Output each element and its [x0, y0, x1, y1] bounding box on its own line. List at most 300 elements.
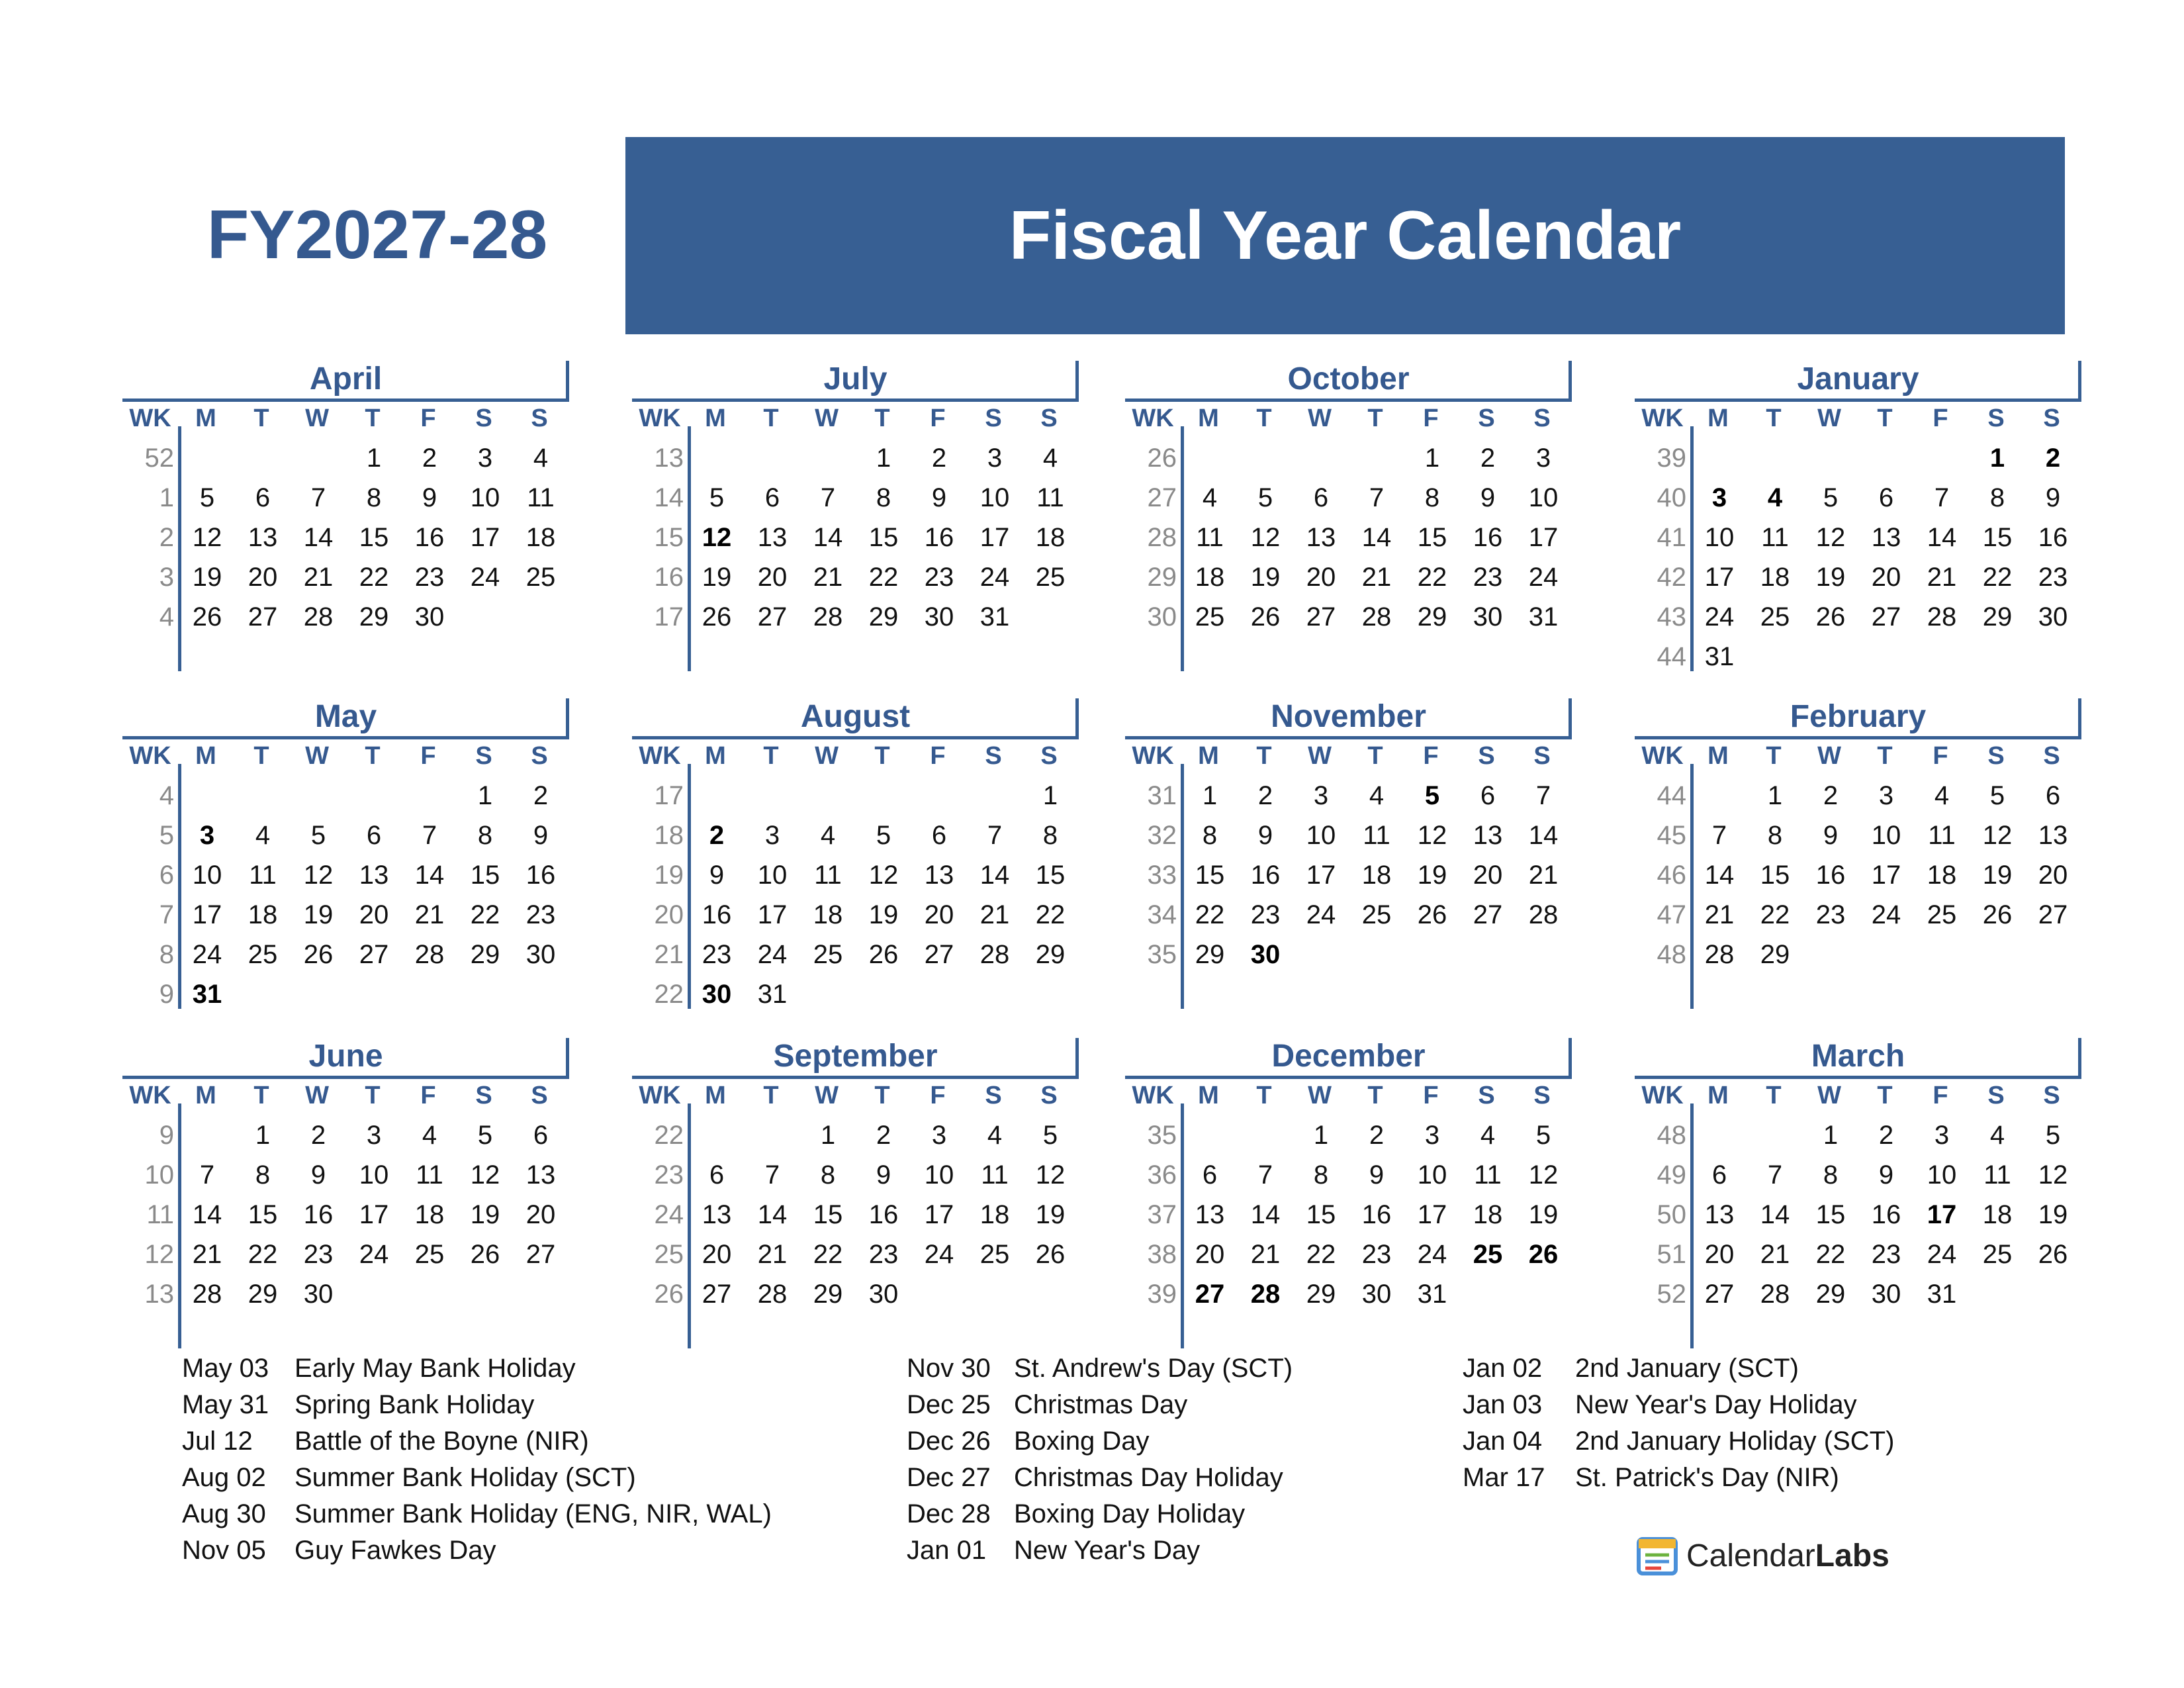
day-cell: 24: [979, 563, 1010, 592]
day-cell: 9: [310, 1160, 326, 1190]
day-cell: [1516, 935, 1571, 974]
holiday-name: Summer Bank Holiday (SCT): [295, 1463, 636, 1492]
day-cell: 12: [1035, 1160, 1066, 1190]
day-cell: 14: [813, 523, 843, 552]
day-cell: 16: [2038, 523, 2068, 552]
weekday-header: T: [1367, 404, 1383, 432]
day-cell: 17: [1704, 563, 1735, 592]
day-cell: 18: [1982, 1200, 2013, 1229]
day-cell: 23: [868, 1240, 899, 1269]
day-cell: 11: [416, 1160, 443, 1190]
day-cell: 13: [1195, 1200, 1225, 1229]
day-cell: 5: [1257, 483, 1273, 512]
weekday-header: S: [2043, 742, 2060, 770]
holiday-name: Battle of the Boyne (NIR): [295, 1427, 589, 1456]
weekday-header: S: [985, 404, 1002, 432]
weekday-header-row: [1125, 736, 1572, 776]
month-title: June: [308, 1039, 383, 1074]
weekday-header: S: [2043, 1082, 2060, 1109]
week-row: [1125, 855, 1572, 895]
day-cell: 21: [979, 900, 1010, 929]
day-cell: 7: [199, 1160, 215, 1190]
day-cell: 19: [868, 900, 899, 929]
day-cell: 11: [527, 483, 555, 512]
weekday-header: W: [1308, 742, 1332, 770]
weekday-header: M: [1198, 742, 1219, 770]
week-row: [122, 974, 569, 1014]
weekday-header: S: [1040, 1082, 1058, 1109]
day-cell: [1803, 935, 1858, 974]
day-cell: 4: [422, 1121, 437, 1150]
day-cell: [1460, 935, 1516, 974]
day-cell: 6: [709, 1160, 725, 1190]
week-row: [122, 855, 569, 895]
day-cell: 8: [1313, 1160, 1329, 1190]
day-cell: 26: [303, 940, 334, 969]
weekday-header: T: [1367, 742, 1383, 770]
day-cell: 23: [303, 1240, 334, 1269]
week-number: 3: [159, 563, 174, 592]
week-row: [632, 1155, 1079, 1195]
week-number: 41: [1657, 523, 1686, 552]
day-cell: 8: [1823, 1160, 1839, 1190]
day-cell: 22: [1760, 900, 1790, 929]
month-january: [1635, 357, 2081, 675]
day-cell: 23: [525, 900, 556, 929]
week-row: [122, 518, 569, 557]
week-row: [1635, 438, 2081, 478]
holiday-date: May 03: [182, 1354, 269, 1383]
weekday-header: M: [195, 404, 216, 432]
holiday-name: New Year's Day Holiday: [1575, 1390, 1857, 1419]
day-cell: 5: [1823, 483, 1839, 512]
day-cell: 21: [757, 1240, 788, 1269]
week-number-header: WK: [1132, 404, 1174, 432]
calendar-labs-logo: [1635, 1532, 1889, 1579]
holiday-day-cell: 1: [1989, 444, 2005, 473]
weekday-header: W: [1817, 404, 1841, 432]
day-cell: [1238, 1115, 1293, 1155]
month-november: [1125, 695, 1572, 1013]
week-row: [1635, 1195, 2081, 1235]
holiday-name: Early May Bank Holiday: [295, 1354, 576, 1383]
month-july: [632, 357, 1079, 675]
holiday-day-cell: 27: [1195, 1280, 1225, 1309]
day-cell: [346, 1274, 402, 1314]
day-cell: 18: [248, 900, 278, 929]
day-cell: 13: [248, 523, 278, 552]
day-cell: 6: [1480, 781, 1496, 810]
day-cell: 14: [1528, 821, 1559, 850]
day-cell: 15: [359, 523, 389, 552]
day-cell: 6: [931, 821, 947, 850]
day-cell: [1293, 438, 1349, 478]
day-cell: 29: [1306, 1280, 1336, 1309]
week-number: 43: [1657, 602, 1686, 632]
week-row: [632, 855, 1079, 895]
week-row: [1125, 895, 1572, 935]
week-row: [632, 597, 1079, 637]
week-number: 22: [654, 980, 684, 1009]
weekday-header: S: [1478, 1082, 1495, 1109]
holiday-day-cell: 3: [199, 821, 215, 850]
day-cell: [402, 1274, 457, 1314]
week-row: [1635, 557, 2081, 597]
month-header: [122, 1035, 569, 1079]
day-cell: 8: [1767, 821, 1783, 850]
day-cell: 18: [525, 523, 556, 552]
weekday-header: W: [1817, 742, 1841, 770]
weekday-header: M: [1707, 742, 1729, 770]
day-cell: 10: [1704, 523, 1735, 552]
day-cell: 24: [924, 1240, 954, 1269]
day-cell: [1970, 1274, 2025, 1314]
day-cell: 12: [1982, 821, 2013, 850]
day-cell: 30: [1361, 1280, 1392, 1309]
week-number: 34: [1147, 900, 1177, 929]
day-cell: 20: [924, 900, 954, 929]
day-cell: 10: [757, 861, 788, 890]
day-cell: 4: [987, 1121, 1003, 1150]
day-cell: 9: [1480, 483, 1496, 512]
day-cell: [689, 1115, 745, 1155]
day-cell: 14: [979, 861, 1010, 890]
day-cell: 29: [1760, 940, 1790, 969]
day-cell: 25: [1760, 602, 1790, 632]
day-cell: 4: [255, 821, 271, 850]
weekday-header: W: [305, 404, 329, 432]
week-number: 7: [159, 900, 174, 929]
day-cell: 5: [310, 821, 326, 850]
day-cell: 5: [2045, 1121, 2061, 1150]
day-cell: 7: [764, 1160, 780, 1190]
day-cell: [402, 776, 457, 816]
week-row: [122, 1155, 569, 1195]
week-number: 14: [654, 483, 684, 512]
week-number: 16: [654, 563, 684, 592]
day-cell: 25: [1982, 1240, 2013, 1269]
month-october: [1125, 357, 1572, 675]
day-cell: 4: [1480, 1121, 1496, 1150]
day-cell: 21: [813, 563, 843, 592]
day-cell: 30: [303, 1280, 334, 1309]
weekday-header: T: [763, 742, 779, 770]
weekday-header: T: [253, 404, 269, 432]
weekday-header: T: [1766, 1082, 1782, 1109]
week-row: [1635, 1235, 2081, 1274]
day-cell: 19: [1035, 1200, 1066, 1229]
day-cell: 4: [820, 821, 836, 850]
day-cell: [2025, 1274, 2081, 1314]
day-cell: 1: [477, 781, 493, 810]
day-cell: [689, 776, 745, 816]
month-title: August: [800, 699, 911, 734]
day-cell: [346, 776, 402, 816]
weekday-header: T: [1877, 742, 1893, 770]
day-cell: 27: [1473, 900, 1503, 929]
calendar-labs-logo-icon: [1635, 1534, 1681, 1577]
week-number: 6: [159, 861, 174, 890]
week-number: 22: [654, 1121, 684, 1150]
day-cell: 12: [2038, 1160, 2068, 1190]
week-number: 46: [1657, 861, 1686, 890]
weekday-header: F: [930, 742, 946, 770]
day-cell: 11: [1036, 483, 1064, 512]
holiday-day-cell: 4: [1767, 483, 1783, 512]
month-header: [632, 357, 1079, 402]
week-row: [122, 438, 569, 478]
week-number: 19: [654, 861, 684, 890]
week-number: 15: [654, 523, 684, 552]
holiday-day-cell: 5: [1424, 781, 1440, 810]
day-cell: [856, 776, 911, 816]
day-cell: 22: [248, 1240, 278, 1269]
weekday-header-row: [122, 399, 569, 438]
day-cell: 6: [764, 483, 780, 512]
day-cell: 13: [702, 1200, 732, 1229]
weekday-header: F: [1423, 1082, 1439, 1109]
month-header: [632, 695, 1079, 739]
day-cell: 20: [1704, 1240, 1735, 1269]
day-cell: [346, 974, 402, 1014]
month-header: [122, 357, 569, 402]
week-row: [1635, 776, 2081, 816]
weekday-header: T: [763, 1082, 779, 1109]
weekday-header: F: [930, 1082, 946, 1109]
day-cell: 13: [525, 1160, 556, 1190]
day-cell: 15: [1417, 523, 1447, 552]
day-cell: 5: [1989, 781, 2005, 810]
day-cell: 1: [1823, 1121, 1839, 1150]
month-header: [1635, 357, 2081, 402]
day-cell: [967, 776, 1023, 816]
weekday-header: M: [1198, 1082, 1219, 1109]
day-cell: 18: [979, 1200, 1010, 1229]
week-row: [122, 1235, 569, 1274]
day-cell: 27: [1871, 602, 1901, 632]
day-cell: 29: [248, 1280, 278, 1309]
day-cell: 7: [1369, 483, 1385, 512]
holiday-date: Jan 04: [1463, 1427, 1543, 1456]
month-title: January: [1797, 361, 1919, 397]
day-cell: 28: [1704, 940, 1735, 969]
week-number: 4: [159, 781, 174, 810]
holiday-name: Summer Bank Holiday (ENG, NIR, WAL): [295, 1499, 772, 1528]
day-cell: 9: [533, 821, 549, 850]
day-cell: 17: [359, 1200, 389, 1229]
month-title: November: [1271, 699, 1426, 734]
week-number: 33: [1147, 861, 1177, 890]
week-number: 51: [1657, 1240, 1686, 1269]
day-cell: 18: [1361, 861, 1392, 890]
day-cell: 31: [757, 980, 788, 1009]
day-cell: 10: [979, 483, 1010, 512]
day-cell: 8: [366, 483, 382, 512]
day-cell: 15: [248, 1200, 278, 1229]
day-cell: [1404, 935, 1460, 974]
day-cell: 10: [359, 1160, 389, 1190]
day-cell: 29: [1417, 602, 1447, 632]
day-cell: 3: [1934, 1121, 1950, 1150]
day-cell: 26: [1250, 602, 1281, 632]
day-cell: 19: [1982, 861, 2013, 890]
holiday-name: St. Andrew's Day (SCT): [1014, 1354, 1293, 1383]
day-cell: [457, 974, 513, 1014]
week-number: 52: [144, 444, 174, 473]
week-number-header: WK: [129, 1082, 171, 1109]
day-cell: 21: [1250, 1240, 1281, 1269]
week-row: [632, 478, 1079, 518]
day-cell: 12: [1250, 523, 1281, 552]
day-cell: [1803, 438, 1858, 478]
holiday-date: Dec 25: [907, 1390, 991, 1419]
weekday-header: F: [420, 1082, 436, 1109]
weekday-header: M: [195, 742, 216, 770]
week-row: [1125, 1115, 1572, 1155]
holiday-name: Guy Fawkes Day: [295, 1536, 496, 1565]
day-cell: 22: [813, 1240, 843, 1269]
day-cell: 9: [1257, 821, 1273, 850]
day-cell: [1970, 637, 2025, 677]
day-cell: 23: [414, 563, 445, 592]
day-cell: 1: [366, 444, 382, 473]
day-cell: 18: [1035, 523, 1066, 552]
day-cell: 29: [1035, 940, 1066, 969]
week-number-header: WK: [1132, 742, 1174, 770]
holiday-date: Jan 03: [1463, 1390, 1543, 1419]
day-cell: 25: [1195, 602, 1225, 632]
day-cell: 12: [192, 523, 222, 552]
day-cell: 10: [1871, 821, 1901, 850]
holiday-name: St. Patrick's Day (NIR): [1575, 1463, 1839, 1492]
day-cell: 27: [2038, 900, 2068, 929]
day-cell: 2: [1480, 444, 1496, 473]
day-cell: 25: [248, 940, 278, 969]
weekday-header: W: [1308, 1082, 1332, 1109]
week-number: 52: [1657, 1280, 1686, 1309]
holiday-date: Dec 26: [907, 1427, 991, 1456]
day-cell: 1: [820, 1121, 836, 1150]
day-cell: 16: [924, 523, 954, 552]
week-number-header: WK: [129, 742, 171, 770]
weekday-header: S: [1533, 742, 1551, 770]
day-cell: 14: [303, 523, 334, 552]
day-cell: 29: [868, 602, 899, 632]
day-cell: 13: [1704, 1200, 1735, 1229]
week-row: [1125, 518, 1572, 557]
holiday-day-cell: 28: [1250, 1280, 1281, 1309]
day-cell: 16: [702, 900, 732, 929]
month-title: March: [1811, 1039, 1905, 1074]
weekday-header: S: [531, 404, 548, 432]
day-cell: 16: [414, 523, 445, 552]
week-row: [632, 974, 1079, 1014]
day-cell: [235, 776, 291, 816]
week-number: 42: [1657, 563, 1686, 592]
holiday-name: Spring Bank Holiday: [295, 1390, 535, 1419]
day-cell: 14: [414, 861, 445, 890]
weekday-header: M: [195, 1082, 216, 1109]
day-cell: 28: [1361, 602, 1392, 632]
day-cell: 17: [924, 1200, 954, 1229]
weekday-header: T: [1877, 404, 1893, 432]
weekday-header-row: [1125, 399, 1572, 438]
day-cell: 2: [1257, 781, 1273, 810]
day-cell: 6: [255, 483, 271, 512]
day-cell: 30: [1871, 1280, 1901, 1309]
day-cell: 23: [1361, 1240, 1392, 1269]
day-cell: 25: [979, 1240, 1010, 1269]
week-number: 50: [1657, 1200, 1686, 1229]
day-cell: 28: [813, 602, 843, 632]
day-cell: 3: [477, 444, 493, 473]
day-cell: 21: [303, 563, 334, 592]
day-cell: 27: [1306, 602, 1336, 632]
day-cell: 1: [1313, 1121, 1329, 1150]
day-cell: 6: [533, 1121, 549, 1150]
weekday-header-row: [122, 1076, 569, 1115]
day-cell: 29: [813, 1280, 843, 1309]
day-cell: [291, 776, 346, 816]
day-cell: [1692, 776, 1747, 816]
weekday-header: F: [1933, 742, 1948, 770]
day-cell: [689, 438, 745, 478]
day-cell: [179, 1115, 235, 1155]
week-number-header: WK: [639, 742, 681, 770]
day-cell: [745, 1115, 800, 1155]
day-cell: 30: [868, 1280, 899, 1309]
day-cell: 26: [2038, 1240, 2068, 1269]
weekday-header: W: [305, 1082, 329, 1109]
month-february: [1635, 695, 2081, 1013]
day-cell: [1349, 438, 1404, 478]
month-title: May: [314, 699, 377, 734]
day-cell: 31: [1417, 1280, 1447, 1309]
weekday-header: F: [1423, 742, 1439, 770]
weekday-header: S: [1533, 1082, 1551, 1109]
day-cell: [1914, 637, 1970, 677]
day-cell: [1858, 438, 1914, 478]
week-row: [632, 1115, 1079, 1155]
month-december: [1125, 1035, 1572, 1352]
week-number: 35: [1147, 1121, 1177, 1150]
weekday-header: S: [1040, 742, 1058, 770]
day-cell: 13: [359, 861, 389, 890]
day-cell: 1: [1424, 444, 1440, 473]
day-cell: 12: [303, 861, 334, 890]
day-cell: [856, 974, 911, 1014]
day-cell: 17: [1528, 523, 1559, 552]
week-number-header: WK: [1641, 742, 1684, 770]
day-cell: 17: [1306, 861, 1336, 890]
day-cell: 27: [702, 1280, 732, 1309]
week-number: 49: [1657, 1160, 1686, 1190]
week-number: 45: [1657, 821, 1686, 850]
weekday-header: S: [1478, 742, 1495, 770]
week-number: 21: [654, 940, 684, 969]
day-cell: 4: [1202, 483, 1218, 512]
week-row: [1635, 855, 2081, 895]
week-number: 29: [1147, 563, 1177, 592]
month-title: April: [309, 361, 383, 397]
day-cell: 17: [1871, 861, 1901, 890]
day-cell: 25: [414, 1240, 445, 1269]
week-row: [632, 557, 1079, 597]
month-header: [632, 1035, 1079, 1079]
day-cell: 24: [1927, 1240, 1957, 1269]
month-header: [1635, 1035, 2081, 1079]
week-number-header: WK: [129, 404, 171, 432]
